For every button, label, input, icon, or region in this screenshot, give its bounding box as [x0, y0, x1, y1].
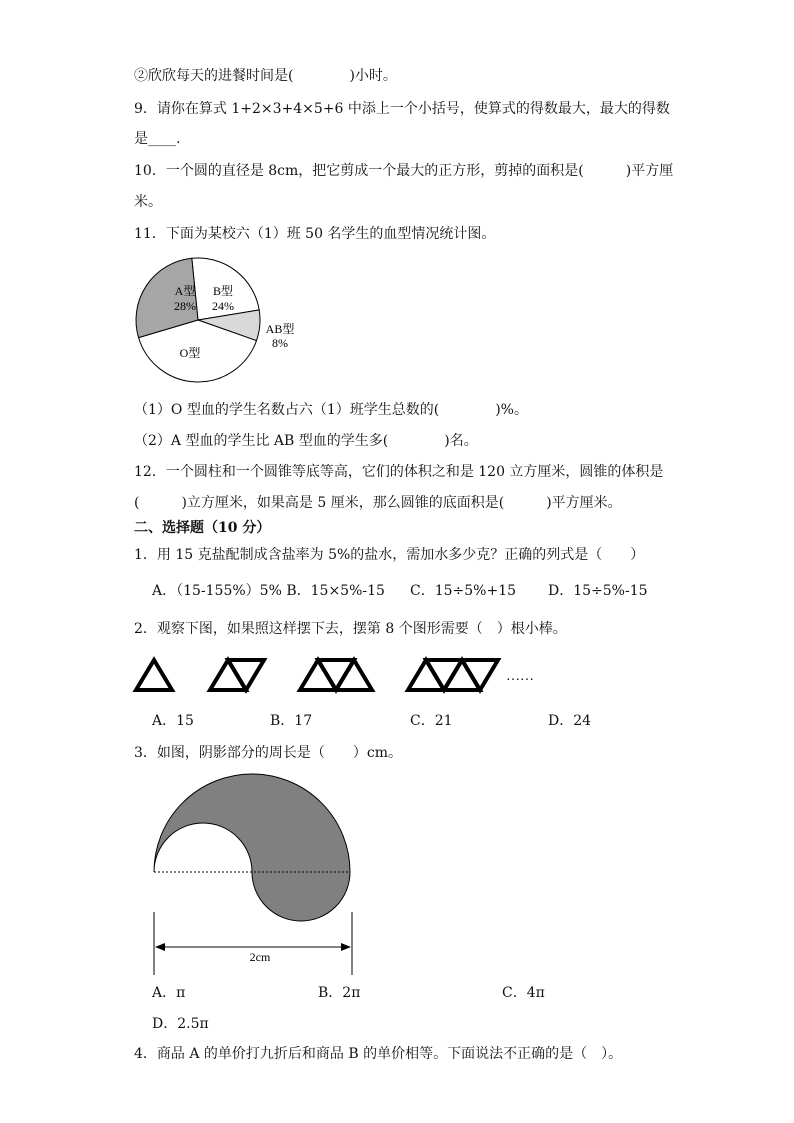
- shaded-shape-figure: [140, 770, 370, 980]
- question-9-line-1: 9．请你在算式 1+2×3+4×5+6 中添上一个小括号，使算式的得数最大，最大的得数: [134, 101, 670, 117]
- pattern-figure-1: [136, 660, 172, 690]
- shaded-region: [154, 774, 350, 921]
- slice-label-b-name: B型: [212, 284, 234, 298]
- c1-option-a: A．（15-155%）5% B．15×5%-15: [152, 583, 385, 599]
- question-12-line-1: 12．一个圆柱和一个圆锥等底等高，它们的体积之和是 120 立方厘米，圆锥的体积是: [134, 464, 664, 480]
- c1-option-c: C．15÷5%+15: [410, 583, 517, 599]
- slice-label-o-name: O型: [179, 346, 201, 360]
- matchstick-triangle-pattern: [130, 652, 560, 696]
- pattern-figure-4: [408, 660, 498, 690]
- arrowhead-right: [341, 943, 351, 951]
- c3-option-b: B．2π: [318, 985, 361, 1001]
- c2-option-d: D．24: [548, 713, 592, 729]
- section-2-heading: 二、选择题（10 分）: [134, 520, 271, 536]
- c2-option-a: A．15: [152, 713, 194, 729]
- c3-option-d: D．2.5π: [152, 1016, 209, 1032]
- pattern-ellipsis: ……: [506, 669, 534, 684]
- pattern-figure-2: [210, 660, 264, 690]
- slice-label-a-value: 28%: [174, 299, 196, 313]
- c2-option-b: B．17: [270, 713, 313, 729]
- question-11-text: 11．下面为某校六（1）班 50 名学生的血型情况统计图。: [134, 226, 496, 242]
- question-8-part-2: ②欣欣每天的进餐时间是( )小时。: [134, 68, 397, 84]
- dimension-label: 2cm: [249, 950, 271, 964]
- choice-question-3: 3．如图，阴影部分的周长是（ ）cm。: [134, 745, 403, 761]
- choice-question-1: 1．用 15 克盐配制成含盐率为 5%的盐水，需加水多少克？正确的列式是（ ）: [134, 547, 645, 563]
- pattern-figure-3: [300, 660, 372, 690]
- slice-label-b-value: 24%: [212, 299, 234, 313]
- question-12-line-2: ( )立方厘米，如果高是 5 厘米，那么圆锥的底面积是( )平方厘米。: [134, 495, 622, 511]
- arrowhead-left: [155, 943, 165, 951]
- question-10-line-2: 米。: [134, 194, 162, 210]
- slice-label-ab-name: AB型: [265, 322, 295, 336]
- blood-type-pie-chart: [120, 252, 320, 392]
- c1-option-d: D．15÷5%-15: [548, 583, 648, 599]
- question-11-sub-1: （1）O 型血的学生名数占六（1）班学生总数的( )%。: [134, 402, 528, 418]
- slice-label-ab-value: 8%: [272, 336, 288, 350]
- c2-option-c: C．21: [410, 713, 453, 729]
- question-10-line-1: 10．一个圆的直径是 8cm，把它剪成一个最大的正方形，剪掉的面积是( )平方厘: [134, 163, 674, 179]
- choice-question-2: 2．观察下图，如果照这样摆下去，摆第 8 个图形需要（ ）根小棒。: [134, 621, 567, 637]
- c3-option-a: A．π: [152, 985, 186, 1001]
- slice-label-a-name: A型: [174, 284, 196, 298]
- c3-option-c: C．4π: [502, 985, 545, 1001]
- question-11-sub-2: （2）A 型血的学生比 AB 型血的学生多( )名。: [134, 433, 478, 449]
- question-9-line-2: 是____.: [134, 131, 181, 147]
- choice-question-4: 4．商品 A 的单价打九折后和商品 B 的单价相等。下面说法不正确的是（ ）。: [134, 1046, 623, 1062]
